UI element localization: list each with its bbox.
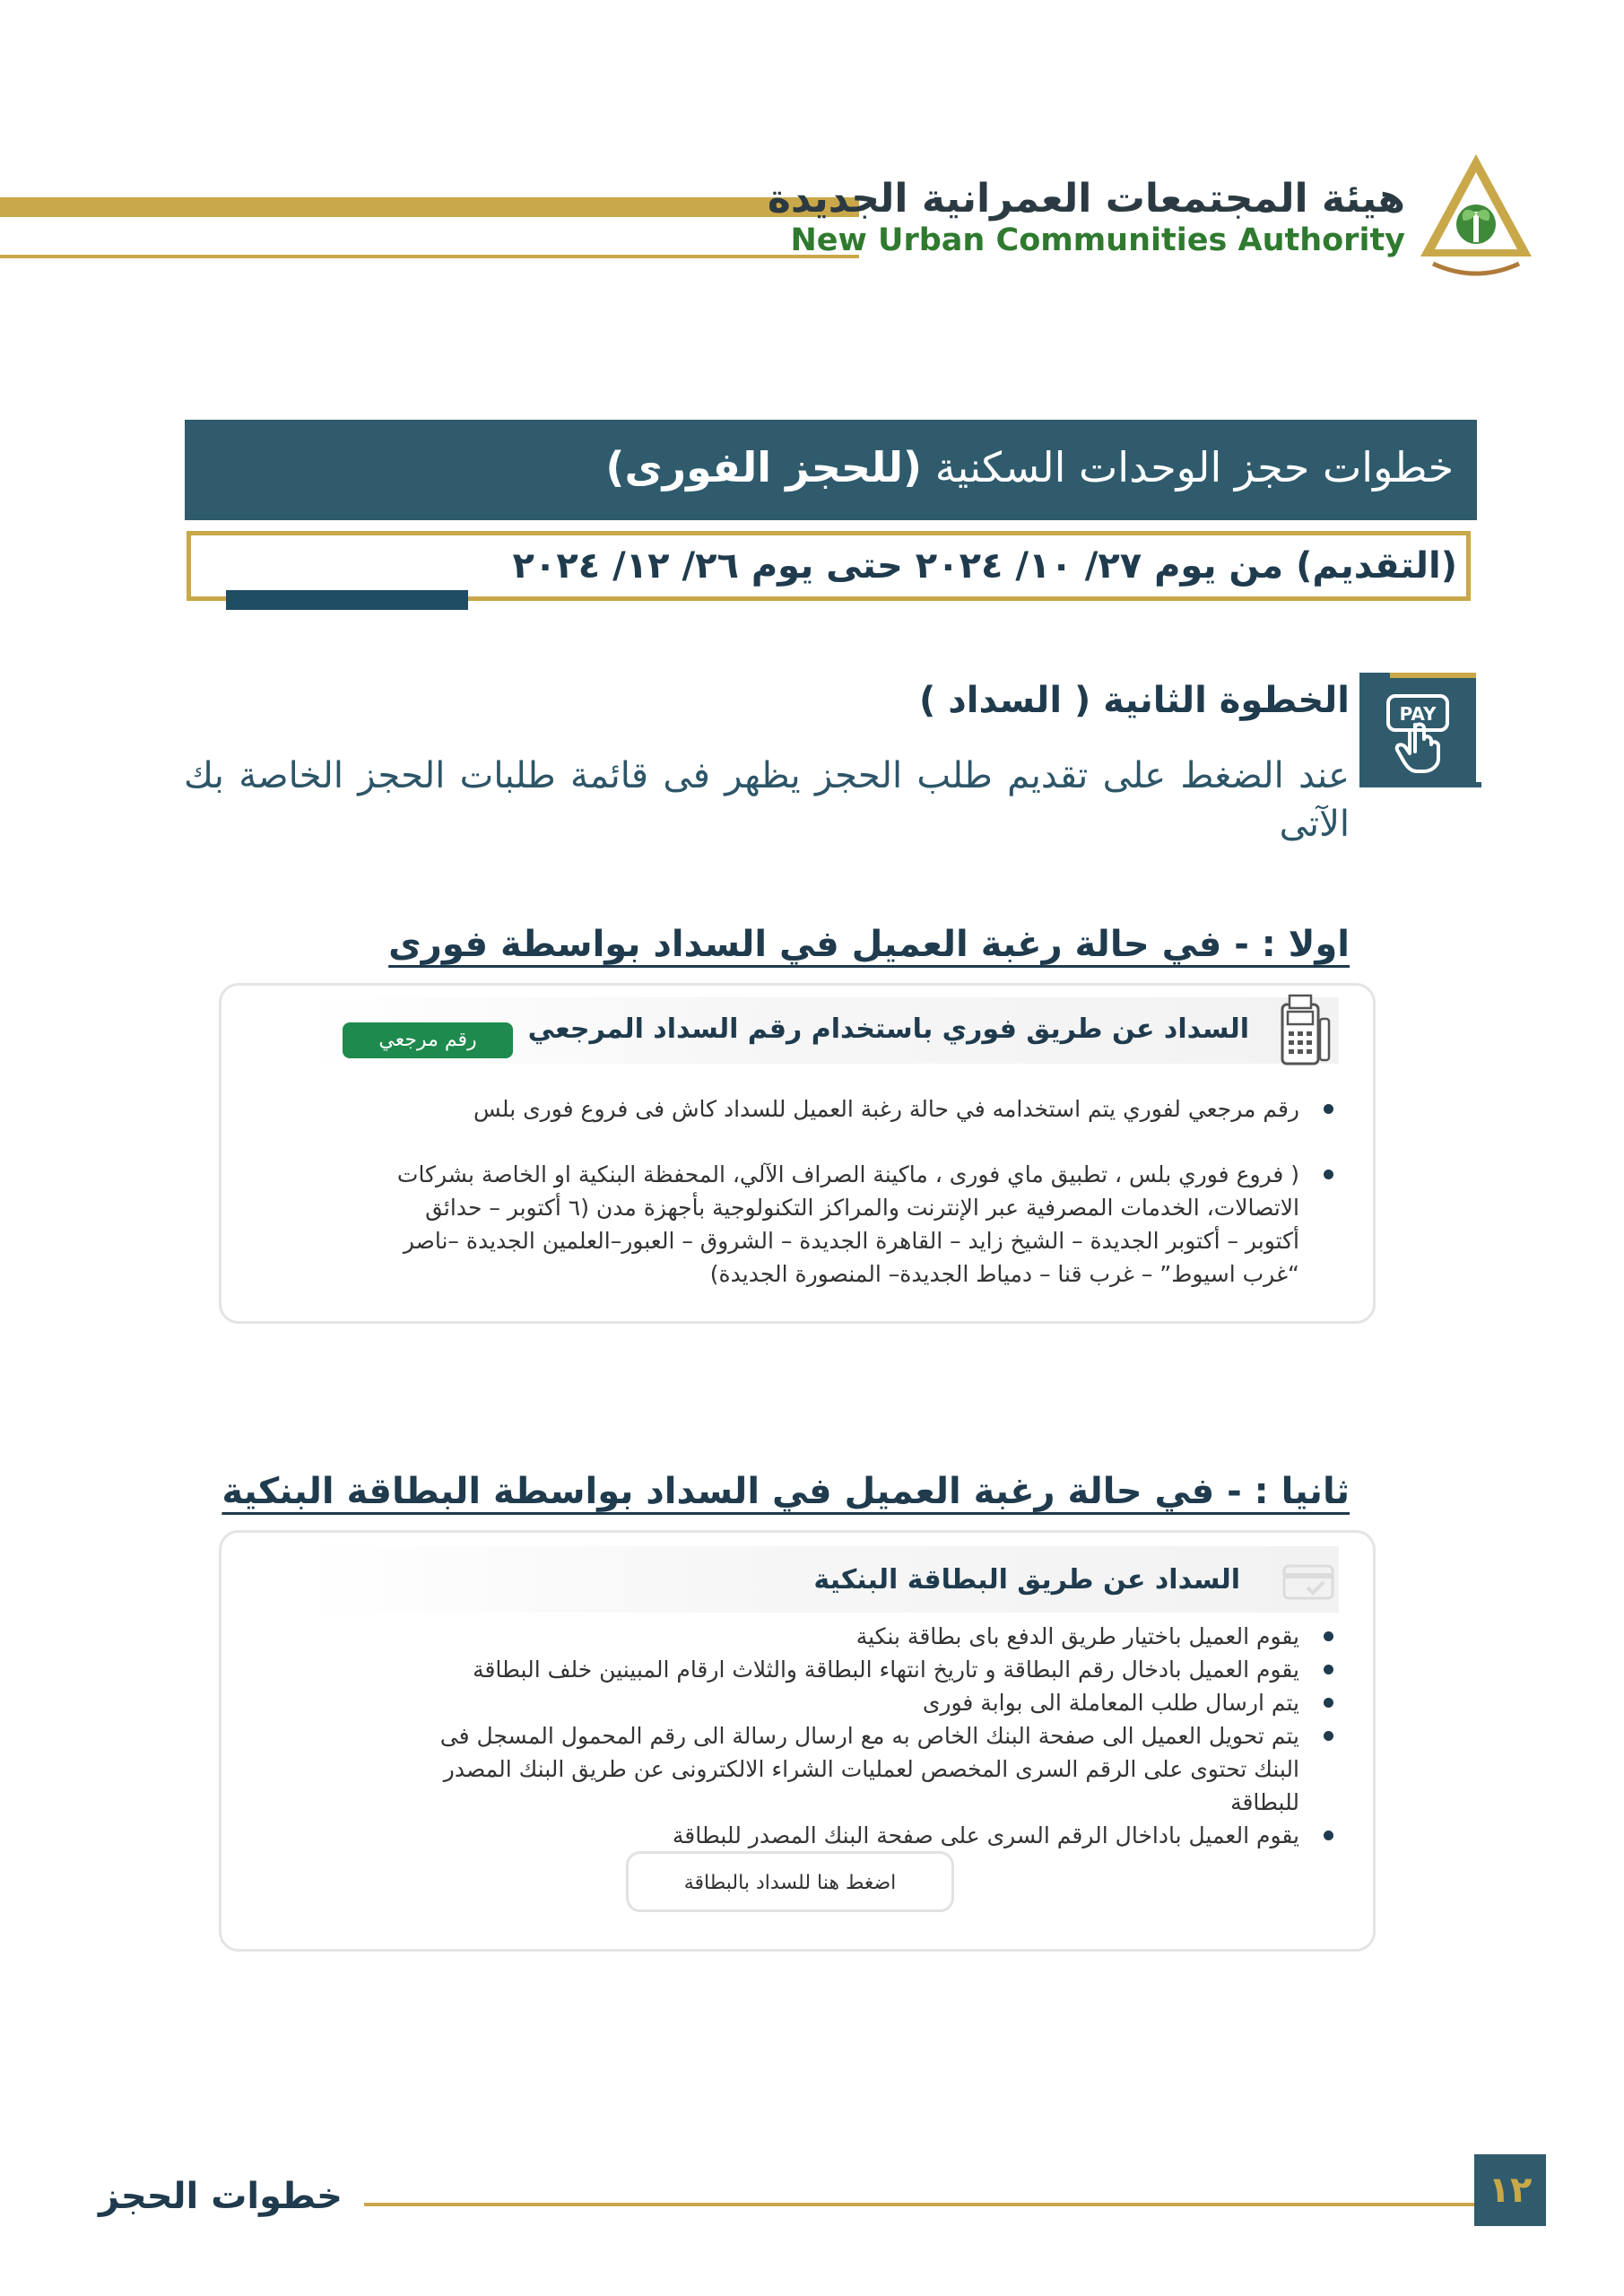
page-title-main: خطوات حجز الوحدات السكنية [934,443,1454,491]
bank-card-title: السداد عن طريق البطاقة البنكية [813,1564,1240,1596]
fawry-card-title: السداد عن طريق فوري باستخدام رقم السداد المرجعي [527,1013,1249,1045]
list-item: يقوم العميل بادخال رقم البطاقة و تاريخ انتهاء البطاقة والثلاث ارقام المبينين خلف البطاقة [388,1653,1339,1686]
org-name-english: New Urban Communities Authority [790,222,1405,258]
footer-gold-line [364,2203,1476,2206]
list-item: ( فروع فوري بلس ، تطبيق ماي فورى ، ماكينة الصراف الآلي، المحفظة البنكية او الخاصة بشركات الاتصالات، الخدمات المصرفية عبر الإنترنت والمراكز التكنولوجية بأجهزة مدن (٦ أكتوبر – حدائق أكتوبر – أكتوبر الجديدة – الشيخ زايد – القاهرة الجديدة – الشروق – العبور–العلمين الجديدة –ناصر “غرب اسيوط” – غرب قنا – دمياط الجديدة– المنصورة الجديدة) [388,1158,1339,1291]
list-item: يقوم العميل باداخال الرقم السرى على صفحة البنك المصدر للبطاقة [388,1819,1339,1852]
page-title-highlight: (للحجز الفورى) [605,443,923,491]
bank-card-bullet-list [388,1620,1339,1852]
list-item: يتم ارسال طلب المعاملة الى بوابة فورى [388,1686,1339,1719]
reference-number-badge: رقم مرجعي [343,1022,513,1058]
list-item: يتم تحويل العميل الى صفحة البنك الخاص به مع ارسال رسالة الى رقم المحمول المسجل فى البنك تحتوى على الرقم السرى المخصص لعمليات الشراء الالكترونى عن طريق البنك المصدر للبطاقة [388,1719,1339,1819]
section-heading-bank-card: ثانيا : - في حالة رغبة العميل في السداد بواسطة البطاقة البنكية [221,1471,1350,1512]
step-icon-accent [1390,673,1476,678]
section-heading-fawry: اولا : - في حالة رغبة العميل في السداد بواسطة فورى [388,924,1350,965]
application-dates: (التقديم) من يوم ٢٧/ ١٠/ ٢٠٢٤ حتى يوم ٢٦/ ١٢/ ٢٠٢٤ [512,545,1457,587]
date-box-accent [226,590,468,610]
list-item: رقم مرجعي لفوري يتم استخدامه في حالة رغبة العميل للسداد كاش فى فروع فورى بلس [388,1092,1339,1126]
pos-terminal-icon [1273,992,1338,1069]
header-gold-line [0,255,859,258]
page-number: ١٢ [1474,2154,1546,2226]
list-item: يقوم العميل باختيار طريق الدفع باى بطاقة بنكية [388,1620,1339,1653]
bank-card-icon [1281,1561,1338,1605]
page-title [605,443,1454,491]
org-name-arabic: هيئة المجتمعات العمرانية الجديدة [767,176,1405,222]
svg-text:PAY: PAY [1399,703,1437,725]
header-gold-bar [0,197,859,217]
step-title: الخطوة الثانية ( السداد ) [919,680,1350,721]
step-icon-underline [1359,782,1481,787]
pay-touch-icon [1376,689,1462,775]
nuca-logo-icon [1413,149,1539,283]
pay-by-card-button[interactable]: اضغط هنا للسداد بالبطاقة [626,1851,954,1912]
footer-title: خطوات الحجز [99,2176,343,2217]
fawry-bullet-list [388,1092,1339,1291]
step-description: عند الضغط على تقديم طلب الحجز يظهر فى قائمة طلبات الحجز الخاصة بك الآتى [184,755,1350,845]
